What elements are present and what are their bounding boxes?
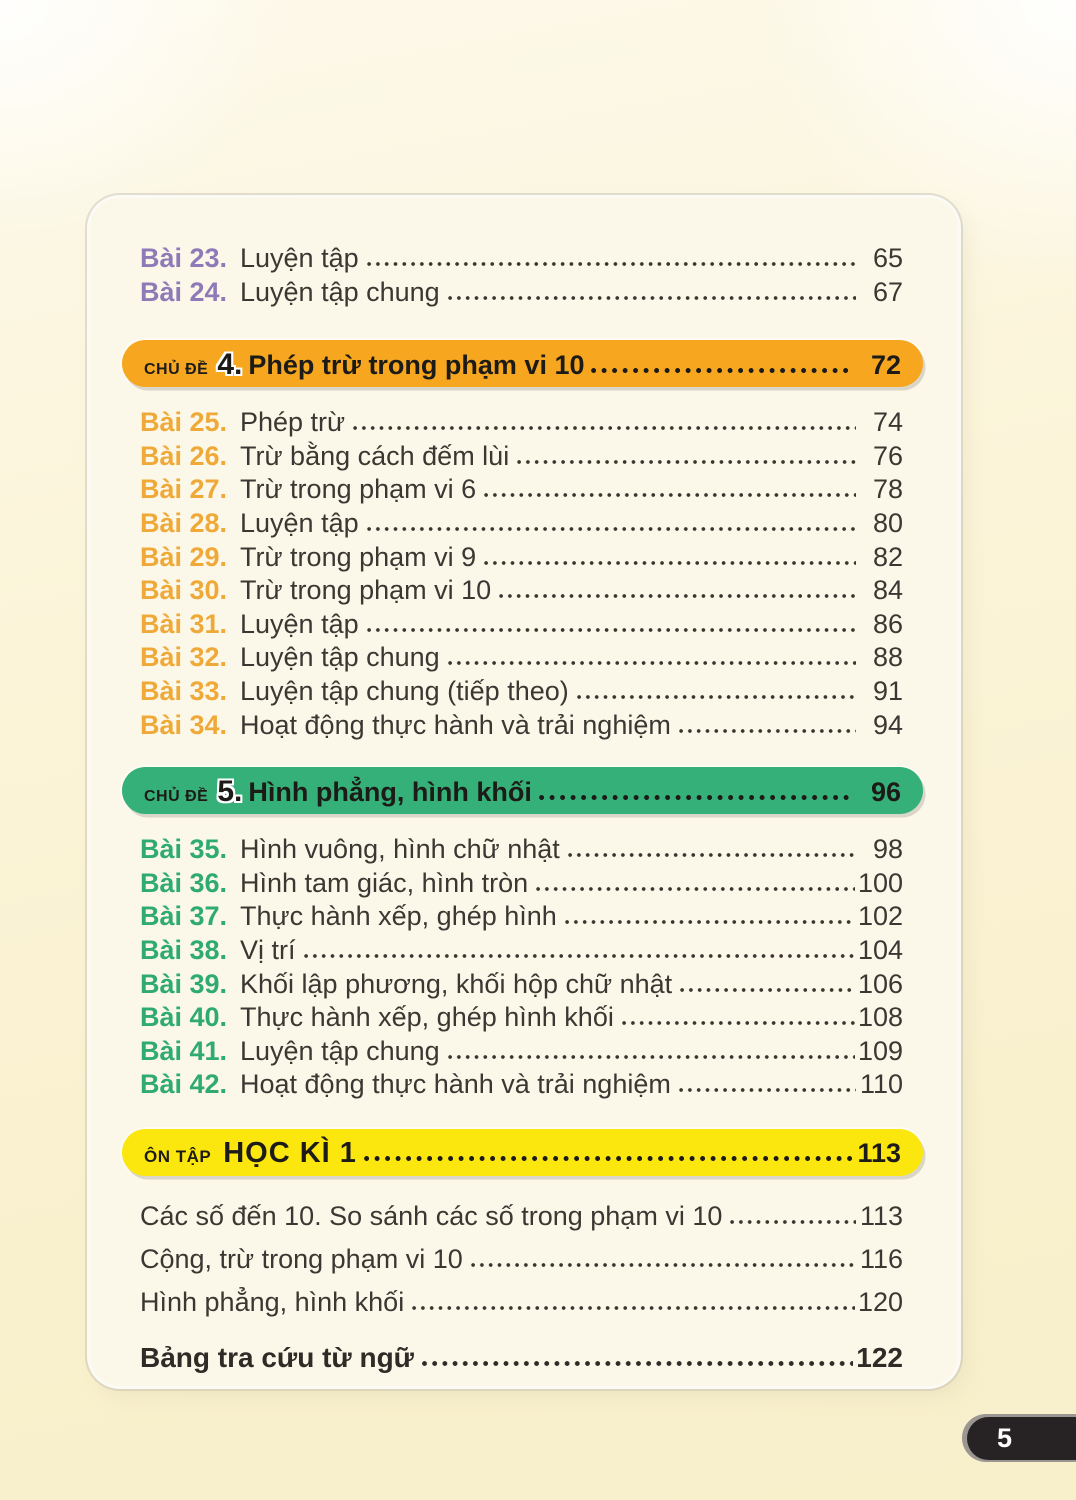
toc-entry: [140, 675, 903, 709]
entry-label: Bài 28.: [140, 507, 228, 538]
entry-label: Bài 29.: [140, 541, 228, 572]
chapter-banner-review-semester-1: [122, 1129, 923, 1176]
entry-title: Thực hành xếp, ghép hình khối: [240, 1002, 614, 1033]
page-number: 5: [996, 1423, 1013, 1453]
entry-title: Vị trí: [240, 934, 296, 965]
toc-entry: [140, 900, 903, 934]
page-number-badge-inner: [967, 1417, 1076, 1460]
entry-page-number: 80: [872, 507, 903, 538]
banner-prefix: CHỦ ĐỀ: [144, 361, 209, 379]
entry-page-number: 82: [872, 541, 903, 572]
toc-entry: [140, 406, 903, 440]
dot-leader: [353, 425, 856, 431]
page-number-badge: [962, 1414, 1076, 1462]
entry-title: Luyện tập chung: [240, 1035, 440, 1066]
entry-label: Bài 38.: [140, 934, 228, 965]
entry-title: Hoạt động thực hành và trải nghiệm: [240, 1069, 671, 1100]
entry-title: Trừ trong phạm vi 6: [240, 474, 477, 505]
dot-leader: [484, 492, 856, 498]
toc-entry: [140, 709, 903, 743]
toc-entry: [140, 1035, 903, 1069]
entry-label: Bài 24.: [140, 276, 228, 307]
entry-label: Bài 32.: [140, 642, 228, 673]
dot-leader: [364, 1155, 853, 1162]
toc-entry: [140, 541, 903, 575]
banner-prefix: ÔN TẬP: [144, 1146, 212, 1166]
entry-title: Bảng tra cứu từ ngữ: [140, 1341, 414, 1373]
banner-page-number: 113: [857, 1137, 901, 1168]
entry-title: Hình vuông, hình chữ nhật: [240, 834, 560, 865]
entry-page-number: 122: [856, 1341, 903, 1373]
toc-entry: [140, 574, 903, 608]
banner-prefix: CHỦ ĐỀ: [144, 788, 209, 806]
entry-label: Bài 36.: [140, 867, 228, 898]
dot-leader: [448, 295, 856, 301]
toc-entry: [140, 440, 903, 474]
toc-entry: [140, 1068, 903, 1102]
entry-title: Cộng, trừ trong phạm vi 10: [140, 1243, 463, 1274]
toc-group-chapter-4: [140, 340, 903, 742]
entry-page-number: 94: [872, 709, 903, 740]
table-of-contents: [90, 198, 958, 1378]
dot-leader: [730, 1219, 856, 1225]
chapter-banner-chapter-5: [122, 767, 923, 814]
entry-page-number: 67: [872, 276, 903, 307]
entry-page-number: 74: [872, 407, 903, 438]
dot-leader: [412, 1305, 855, 1311]
dot-leader: [448, 1054, 855, 1060]
entry-page-number: 113: [859, 1200, 903, 1231]
toc-card: [90, 198, 958, 1386]
dot-leader: [517, 459, 856, 465]
dot-leader: [484, 560, 856, 566]
dot-leader: [680, 987, 855, 993]
entry-title: Phép trừ: [240, 407, 346, 438]
banner-number: 5.: [217, 775, 243, 809]
entry-title: Luyện tập chung (tiếp theo): [240, 675, 569, 706]
dot-leader: [367, 526, 856, 532]
toc-entry: [140, 867, 903, 901]
dot-leader: [539, 794, 853, 801]
toc-entry: [140, 608, 903, 642]
dot-leader: [448, 660, 856, 666]
toc-group-lessons-23-24: [140, 242, 903, 309]
entry-label: Bài 26.: [140, 440, 228, 471]
toc-group-glossary: [140, 1338, 903, 1378]
entry-label: Bài 42.: [140, 1069, 228, 1100]
banner-page-number: 72: [870, 350, 901, 381]
entry-page-number: 98: [872, 834, 903, 865]
entry-page-number: 110: [859, 1069, 903, 1100]
entry-page-number: 102: [857, 901, 903, 932]
entry-page-number: 108: [857, 1002, 903, 1033]
entry-title: Luyện tập chung: [240, 642, 440, 673]
dot-leader: [367, 261, 856, 267]
dot-leader: [577, 694, 856, 700]
entry-title: Luyện tập: [240, 507, 359, 538]
entry-label: Bài 23.: [140, 243, 228, 273]
entry-label: Bài 37.: [140, 901, 228, 932]
banner-title: HỌC KÌ 1: [223, 1136, 357, 1169]
entry-title: Hoạt động thực hành và trải nghiệm: [240, 709, 671, 740]
entry-page-number: 91: [872, 675, 903, 706]
banner-title: Phép trừ trong phạm vi 10: [248, 350, 585, 381]
entry-title: Luyện tập: [240, 608, 359, 639]
entry-title: Trừ trong phạm vi 10: [240, 575, 492, 606]
entry-page-number: 86: [872, 608, 903, 639]
dot-leader: [679, 1087, 856, 1093]
entry-label: Bài 41.: [140, 1035, 228, 1066]
entry-page-number: 109: [857, 1035, 903, 1066]
toc-entry: [140, 473, 903, 507]
toc-group-review-semester-1: [140, 1129, 903, 1324]
toc-entry: [140, 242, 903, 276]
dot-leader: [568, 852, 856, 858]
toc-entry: [140, 934, 903, 968]
dot-leader: [591, 367, 853, 374]
entry-page-number: 104: [857, 934, 903, 965]
entry-page-number: 65: [872, 243, 903, 273]
toc-entry: [140, 968, 903, 1002]
entry-label: Bài 27.: [140, 474, 228, 505]
entry-title: Luyện tập: [240, 243, 359, 273]
entry-title: Trừ trong phạm vi 9: [240, 541, 477, 572]
entry-label: Bài 39.: [140, 968, 228, 999]
entry-page-number: 106: [857, 968, 903, 999]
entry-title: Trừ bằng cách đếm lùi: [240, 440, 510, 471]
toc-entry: [140, 1338, 903, 1378]
toc-group-chapter-5: [140, 767, 903, 1102]
toc-entry: [140, 1281, 903, 1324]
entry-title: Thực hành xếp, ghép hình: [240, 901, 557, 932]
entry-label: Bài 30.: [140, 575, 228, 606]
entry-title: Hình tam giác, hình tròn: [240, 867, 529, 898]
dot-leader: [499, 593, 856, 599]
dot-leader: [679, 728, 856, 734]
entry-page-number: 120: [857, 1286, 903, 1317]
dot-leader: [304, 953, 855, 959]
entry-label: Bài 40.: [140, 1002, 228, 1033]
toc-entry: [140, 641, 903, 675]
entry-label: Bài 33.: [140, 675, 228, 706]
dot-leader: [471, 1262, 856, 1268]
entry-title: Các số đến 10. So sánh các số trong phạm vi 10: [140, 1200, 723, 1231]
dot-leader: [565, 919, 855, 925]
entry-label: Bài 35.: [140, 834, 228, 865]
entry-title: Hình phẳng, hình khối: [140, 1286, 405, 1317]
banner-page-number: 96: [870, 777, 901, 808]
entry-page-number: 88: [872, 642, 903, 673]
toc-entry: [140, 1001, 903, 1035]
entry-page-number: 84: [872, 575, 903, 606]
entry-label: Bài 31.: [140, 608, 228, 639]
toc-entry: [140, 1195, 903, 1238]
entry-page-number: 116: [859, 1243, 903, 1274]
chapter-banner-chapter-4: [122, 340, 923, 387]
banner-number: 4.: [217, 348, 243, 382]
toc-entry: [140, 507, 903, 541]
dot-leader: [367, 627, 856, 633]
toc-entry: [140, 833, 903, 867]
entry-page-number: 78: [872, 474, 903, 505]
dot-leader: [622, 1020, 855, 1026]
entry-page-number: 76: [872, 440, 903, 471]
entry-page-number: 100: [857, 867, 903, 898]
dot-leader: [422, 1360, 853, 1367]
entry-title: Khối lập phương, khối hộp chữ nhật: [240, 968, 673, 999]
entry-label: Bài 34.: [140, 709, 228, 740]
banner-title: Hình phẳng, hình khối: [248, 777, 532, 808]
entry-label: Bài 25.: [140, 407, 228, 438]
dot-leader: [536, 886, 855, 892]
entry-title: Luyện tập chung: [240, 276, 440, 307]
toc-entry: [140, 276, 903, 310]
toc-entry: [140, 1238, 903, 1281]
